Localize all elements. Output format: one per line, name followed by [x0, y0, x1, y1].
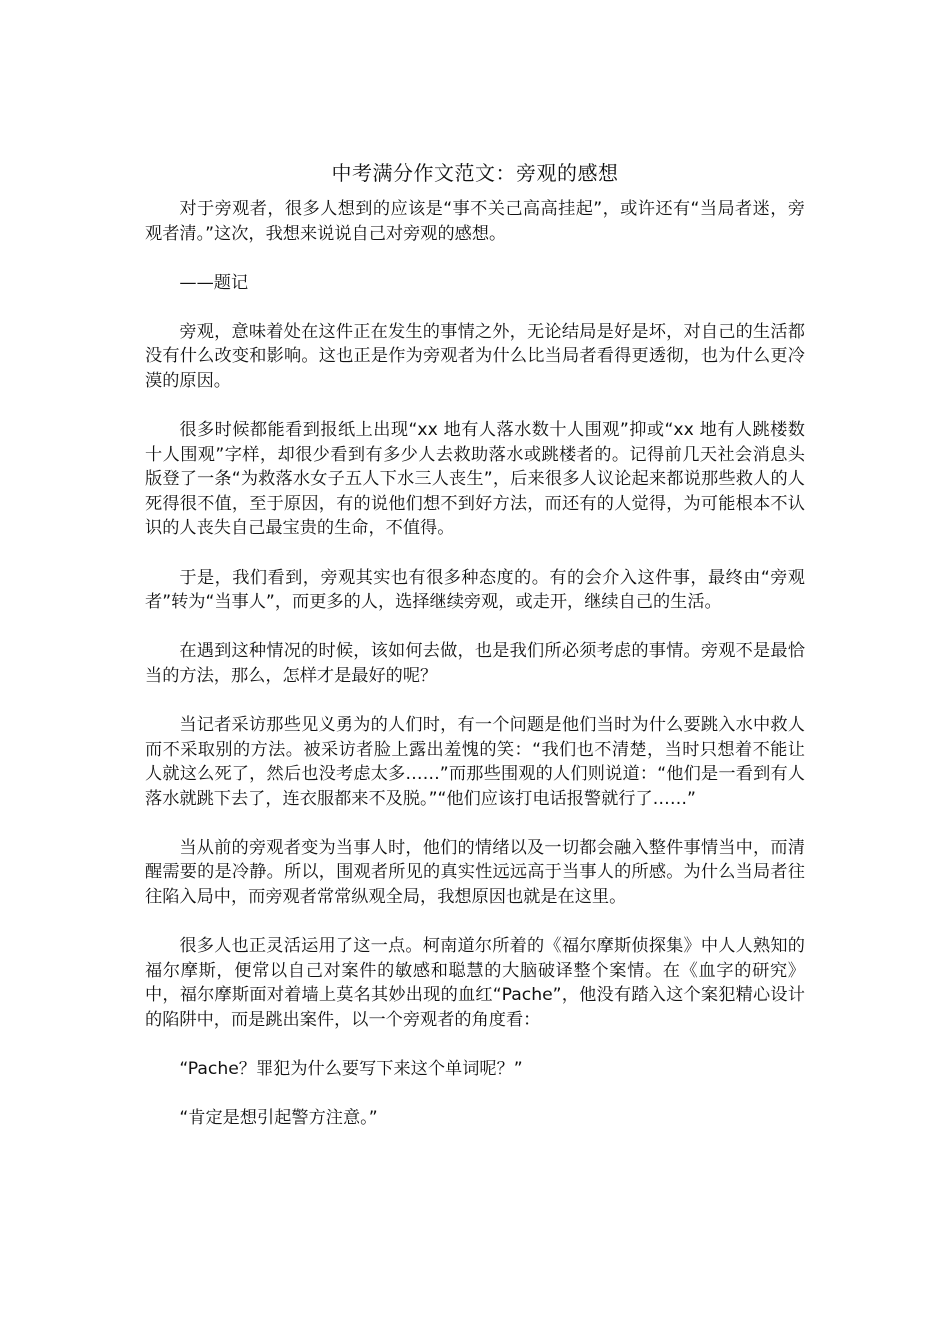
paragraph-1: 对于旁观者，很多人想到的应该是“事不关己高高挂起”，或许还有“当局者迷，旁观者清。”这次，我想来说说自己对旁观的感想。 [145, 199, 805, 244]
paragraph-9: 很多人也正灵活运用了这一点。柯南道尔所着的《福尔摩斯侦探集》中人人熟知的福尔摩斯，便常以自己对案件的敏感和聪慧的大脑破译整个案情。在《血字的研究》中，福尔摩斯面对着墙上莫名其妙出现的血红“Pache”，他没有踏入这个案犯精心设计的陷阱中，而是跳出案件，以一个旁观者的角度看： [145, 936, 805, 1030]
paragraph-3: 旁观，意味着处在这件正在发生的事情之外，无论结局是好是坏，对自己的生活都没有什么改变和影响。这也正是作为旁观者为什么比当局者看得更透彻，也为什么更冷漠的原因。 [145, 321, 805, 391]
paragraph-11: “肯定是想引起警方注意。” [179, 1108, 378, 1129]
paragraph-6: 在遇到这种情况的时候，该如何去做，也是我们所必须考虑的事情。旁观不是最恰当的方法，那么，怎样才是最好的呢？ [145, 641, 805, 686]
paragraph-4: 很多时候都能看到报纸上出现“xx 地有人落水数十人围观”抑或“xx 地有人跳楼数十人围观”字样，却很少看到有多少人去救助落水或跳楼者的。记得前几天社会消息头版登了一条“为救落水女子五人下水三人丧生”，后来很多人议论起来都说那些救人的人死得很不值，至于原因，有的说他们想不到好方法，而还有的人觉得，为可能根本不认识的人丧失自己最宝贵的生命，不值得。 [145, 420, 805, 539]
paragraph-5: 于是，我们看到，旁观其实也有很多种态度的。有的会介入这件事，最终由“旁观者”转为“当事人”，而更多的人，选择继续旁观，或走开，继续自己的生活。 [145, 567, 805, 613]
paragraph-8: 当从前的旁观者变为当事人时，他们的情绪以及一切都会融入整件事情当中，而清醒需要的是冷静。所以，围观者所见的真实性远远高于当事人的所感。为什么当局者往往陷入局中，而旁观者常常纵观全局，我想原因也就是在这里。 [145, 837, 805, 907]
document-title: 中考满分作文范文：旁观的感想 [331, 161, 619, 185]
paragraph-10: “Pache？罪犯为什么要写下来这个单词呢？” [179, 1058, 523, 1079]
paragraph-7: 当记者采访那些见义勇为的人们时，有一个问题是他们当时为什么要跳入水中救人而不采取别的方法。被采访者脸上露出羞愧的笑：“我们也不清楚，当时只想着不能让人就这么死了，然后也没考虑太多……”而那些围观的人们则说道：“他们是一看到有人落水就跳下去了，连衣服都来不及脱。”“他们应该打电话报警就行了……” [145, 714, 805, 809]
document-body [145, 197, 805, 1155]
paragraph-epigraph-note: ——题记 [179, 272, 249, 293]
